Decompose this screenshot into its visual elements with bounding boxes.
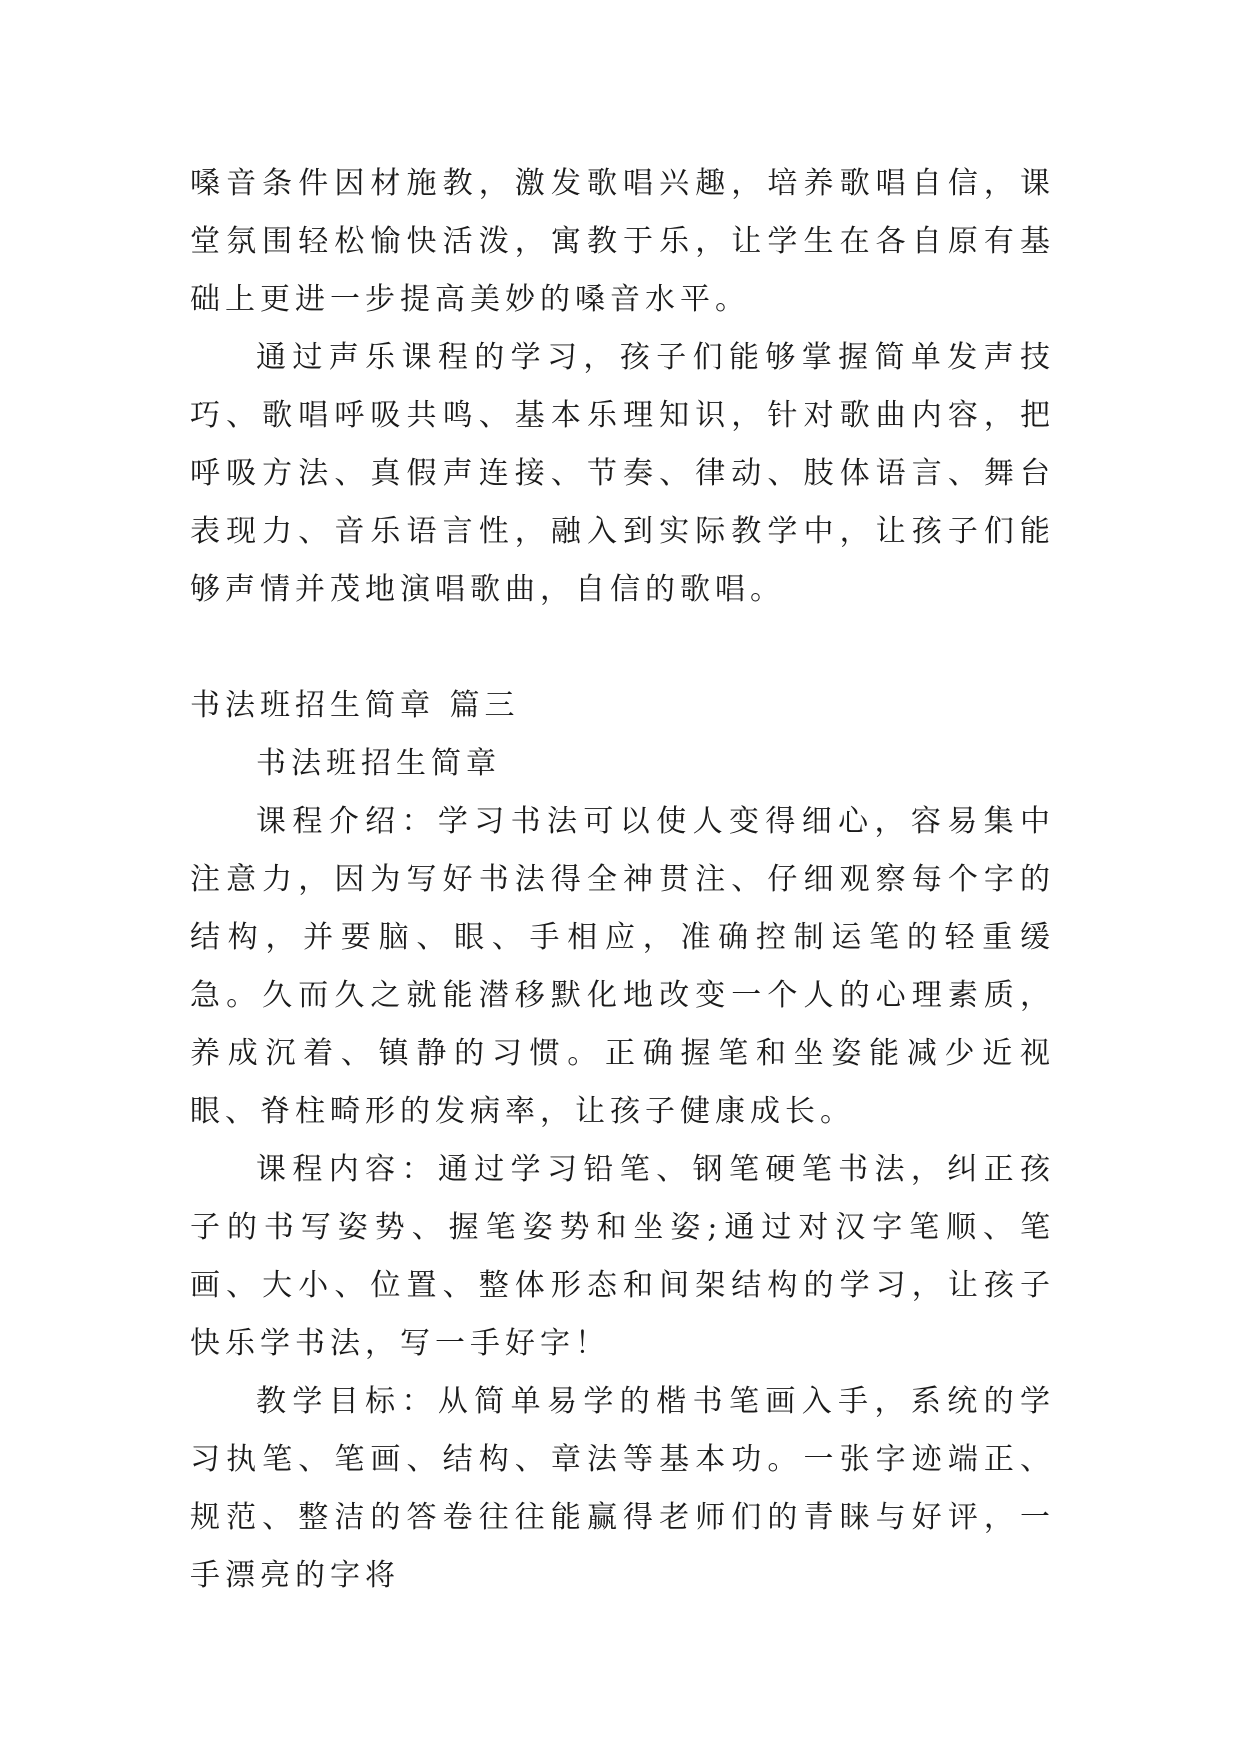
paragraph-course-content: 课程内容：通过学习铅笔、钢笔硬笔书法，纠正孩子的书写姿势、握笔姿势和坐姿;通过对汉字笔顺、笔画、大小、位置、整体形态和间架结构的学习，让孩子快乐学书法，写一手好字！ — [190, 1152, 1055, 1361]
paragraph-teaching-goals: 教学目标：从简单易学的楷书笔画入手，系统的学习执笔、笔画、结构、章法等基本功。一张字迹端正、规范、整洁的答卷往往能赢得老师们的青睐与好评，一手漂亮的字将 — [190, 1384, 1055, 1593]
paragraph-course-intro: 课程介绍：学习书法可以使人变得细心，容易集中注意力，因为写好书法得全神贯注、仔细观察每个字的结构，并要脑、眼、手相应，准确控制运笔的轻重缓急。久而久之就能潜移默化地改变一个人的心理素质，养成沉着、镇静的习惯。正确握笔和坐姿能减少近视眼、脊柱畸形的发病率，让孩子健康成长。 — [190, 804, 1055, 1129]
paragraph-vocal-course: 通过声乐课程的学习，孩子们能够掌握简单发声技巧、歌唱呼吸共鸣、基本乐理知识，针对歌曲内容，把呼吸方法、真假声连接、节奏、律动、肢体语言、舞台表现力、音乐语言性，融入到实际教学中，让孩子们能够声情并茂地演唱歌曲，自信的歌唱。 — [190, 340, 1055, 607]
section-heading: 书法班招生简章 篇三 — [190, 688, 520, 723]
paragraph-voice-conditions: 嗓音条件因材施教，激发歌唱兴趣，培养歌唱自信，课堂氛围轻松愉快活泼，寓教于乐，让学生在各自原有基础上更进一步提高美妙的嗓音水平。 — [190, 166, 1055, 317]
document-body — [190, 155, 1055, 1605]
section-subtitle: 书法班招生简章 — [256, 746, 501, 781]
section-spacer — [190, 619, 1055, 677]
